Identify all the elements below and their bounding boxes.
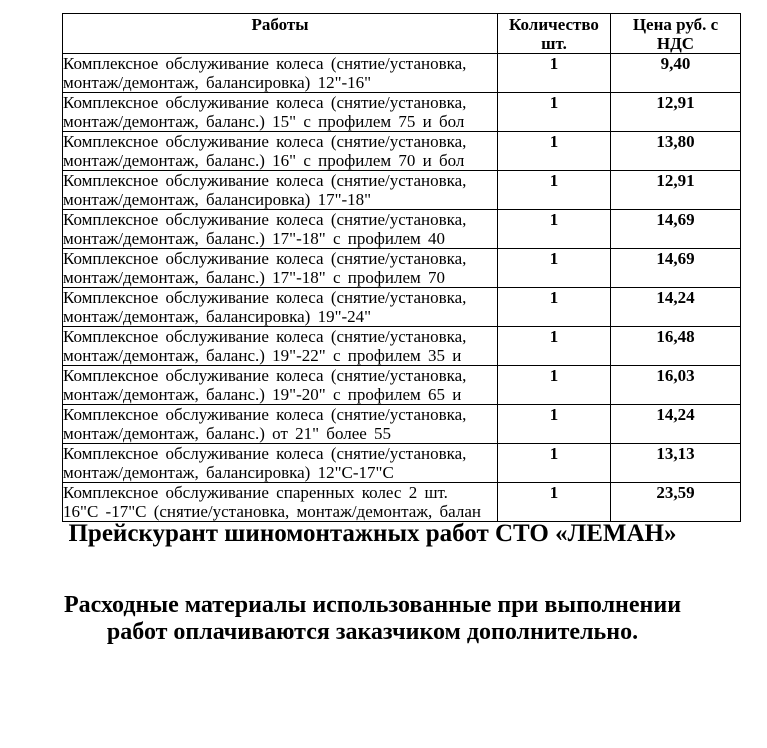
table-row — [63, 132, 741, 171]
materials-note-line-1: Расходные материалы использованные при выполнении — [63, 592, 682, 618]
work-line-1: Комплексное обслуживание колеса (снятие/установка, — [63, 327, 467, 346]
quantity-cell: 1 — [498, 54, 611, 93]
header-price: Цена руб. с НДС — [611, 14, 741, 54]
work-line-1: Комплексное обслуживание колеса (снятие/установка, — [63, 444, 467, 463]
table-row — [63, 93, 741, 132]
table-row — [63, 171, 741, 210]
quantity-cell: 1 — [498, 483, 611, 522]
work-line-2: монтаж/демонтаж, балансировка) 17"-18" — [63, 190, 372, 209]
work-line-2: монтаж/демонтаж, баланс.) 17"-18" с профилем 40 — [63, 229, 445, 248]
work-line-1: Комплексное обслуживание колеса (снятие/установка, — [63, 54, 467, 73]
work-line-2: монтаж/демонтаж, балансировка) 12"-16" — [63, 73, 372, 92]
work-line-2: монтаж/демонтаж, баланс.) от 21" более 55 — [63, 424, 392, 443]
table-row — [63, 249, 741, 288]
work-line-2: монтаж/демонтаж, балансировка) 12"С-17"С — [63, 463, 394, 482]
work-line-2: монтаж/демонтаж, баланс.) 16" с профилем 70 и бол — [63, 151, 465, 170]
header-works-label: Работы — [251, 15, 309, 34]
work-cell — [63, 444, 498, 483]
work-cell — [63, 366, 498, 405]
header-quantity-label: Количество — [509, 15, 599, 34]
quantity-cell: 1 — [498, 444, 611, 483]
work-cell — [63, 171, 498, 210]
table-row — [63, 405, 741, 444]
work-line-1: Комплексное обслуживание колеса (снятие/установка, — [63, 288, 467, 307]
table-header-row — [63, 14, 741, 54]
work-line-1: Комплексное обслуживание колеса (снятие/установка, — [63, 249, 467, 268]
work-line-2: монтаж/демонтаж, баланс.) 19"-22" с профилем 35 и — [63, 346, 462, 365]
work-line-2: монтаж/демонтаж, баланс.) 17"-18" с профилем 70 — [63, 268, 445, 287]
work-line-1: Комплексное обслуживание колеса (снятие/установка, — [63, 366, 467, 385]
quantity-cell: 1 — [498, 210, 611, 249]
table-row — [63, 54, 741, 93]
work-line-2: монтаж/демонтаж, балансировка) 19"-24" — [63, 307, 372, 326]
work-cell — [63, 327, 498, 366]
price-cell: 12,91 — [611, 171, 741, 210]
work-cell — [63, 54, 498, 93]
work-line-2: 16"С -17"С (снятие/установка, монтаж/демонтаж, балан — [63, 502, 481, 521]
work-cell — [63, 483, 498, 522]
header-works — [63, 14, 498, 54]
work-line-1: Комплексное обслуживание колеса (снятие/установка, — [63, 210, 467, 229]
price-cell: 14,69 — [611, 249, 741, 288]
table-row — [63, 327, 741, 366]
quantity-cell: 1 — [498, 132, 611, 171]
price-cell: 16,48 — [611, 327, 741, 366]
price-cell: 14,24 — [611, 405, 741, 444]
work-cell — [63, 249, 498, 288]
work-cell — [63, 132, 498, 171]
work-line-2: монтаж/демонтаж, баланс.) 15" с профилем 75 и бол — [63, 112, 465, 131]
work-cell — [63, 93, 498, 132]
materials-note — [0, 592, 745, 646]
price-list-title: Прейскурант шиномонтажных работ СТО «ЛЕМАН» — [68, 520, 677, 547]
price-table — [62, 13, 741, 522]
price-cell: 12,91 — [611, 93, 741, 132]
table-row — [63, 288, 741, 327]
table-row — [63, 366, 741, 405]
work-cell — [63, 405, 498, 444]
quantity-cell: 1 — [498, 405, 611, 444]
table-row — [63, 210, 741, 249]
price-cell: 16,03 — [611, 366, 741, 405]
price-cell: 14,69 — [611, 210, 741, 249]
table-row — [63, 444, 741, 483]
price-cell: 9,40 — [611, 54, 741, 93]
work-line-1: Комплексное обслуживание колеса (снятие/установка, — [63, 93, 467, 112]
work-line-1: Комплексное обслуживание спаренных колес 2 шт. — [63, 483, 448, 502]
work-line-2: монтаж/демонтаж, баланс.) 19"-20" с профилем 65 и — [63, 385, 462, 404]
work-cell — [63, 288, 498, 327]
price-cell: 13,13 — [611, 444, 741, 483]
quantity-cell: 1 — [498, 366, 611, 405]
table-row — [63, 483, 741, 522]
work-line-1: Комплексное обслуживание колеса (снятие/установка, — [63, 171, 467, 190]
quantity-cell: 1 — [498, 171, 611, 210]
quantity-cell: 1 — [498, 93, 611, 132]
materials-note-line-2: работ оплачиваются заказчиком дополнительно. — [106, 619, 639, 645]
price-cell: 23,59 — [611, 483, 741, 522]
work-line-1: Комплексное обслуживание колеса (снятие/установка, — [63, 405, 467, 424]
price-cell: 14,24 — [611, 288, 741, 327]
work-line-1: Комплексное обслуживание колеса (снятие/установка, — [63, 132, 467, 151]
header-price-label: Цена руб. с — [632, 15, 719, 34]
header-quantity: Количество шт. — [498, 14, 611, 54]
work-cell — [63, 210, 498, 249]
price-cell: 13,80 — [611, 132, 741, 171]
quantity-cell: 1 — [498, 327, 611, 366]
quantity-cell: 1 — [498, 249, 611, 288]
quantity-cell: 1 — [498, 288, 611, 327]
